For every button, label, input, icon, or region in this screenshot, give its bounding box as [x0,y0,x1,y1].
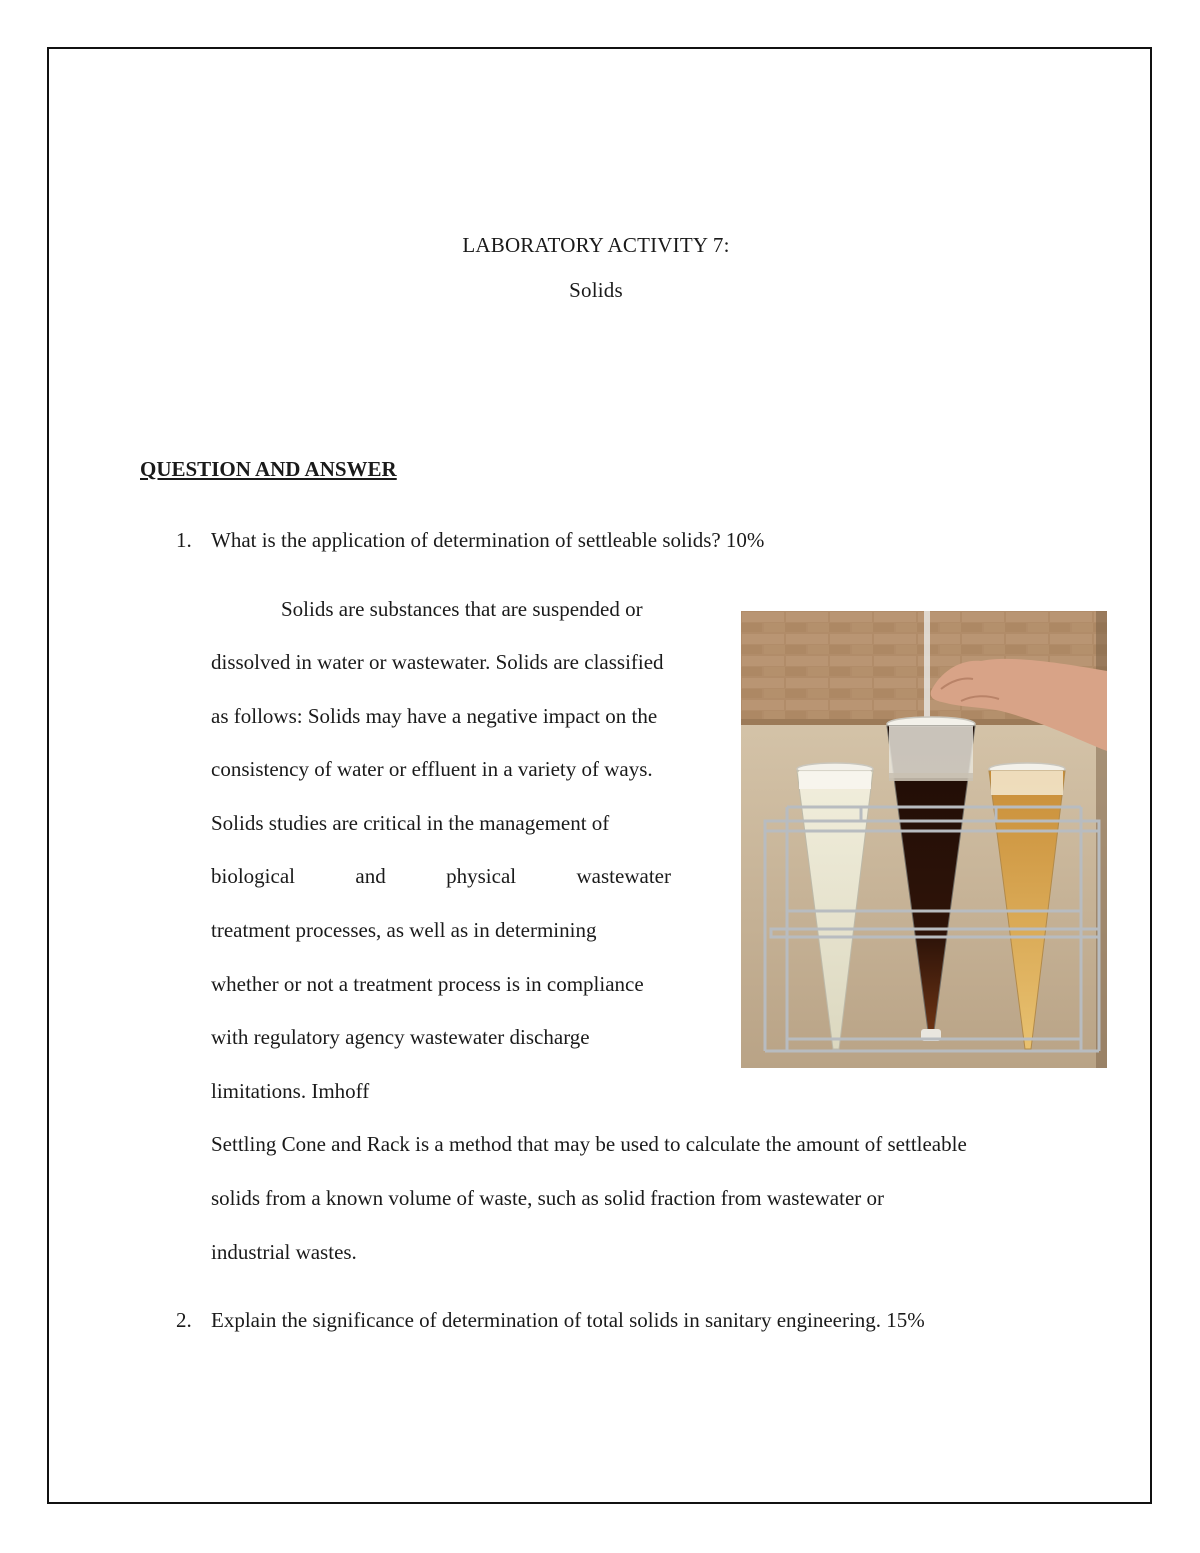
answer-line: industrial wastes. [211,1240,357,1264]
answer-line: treatment processes, as well as in determining [211,918,597,942]
answer-line: as follows: Solids may have a negative impact on the [211,704,658,728]
answer-word: wastewater [576,864,671,888]
question-number: 2. [176,1308,192,1332]
question-1 [176,528,764,553]
answer-line: with regulatory agency wastewater discharge [211,1025,590,1049]
question-text: What is the application of determination of settleable solids? 10% [211,528,765,552]
answer-line: dissolved in water or wastewater. Solids are classified [211,650,664,674]
answer-word: and [355,864,386,888]
answer-line: limitations. Imhoff [211,1079,370,1103]
answer-line: solids from a known volume of waste, such as solid fraction from wastewater or [211,1186,885,1210]
document-subtitle: Solids [569,278,623,302]
answer-word: biological [211,864,295,888]
answer-line: Solids are substances that are suspended or [281,597,643,621]
question-text: Explain the significance of determination of total solids in sanitary engineering. 15% [211,1308,925,1332]
answer-line: Settling Cone and Rack is a method that may be used to calculate the amount of settleable [211,1132,967,1156]
answer-line-justified [211,864,671,889]
section-heading: QUESTION AND ANSWER [140,457,397,481]
answer-line: Solids studies are critical in the management of [211,811,610,835]
question-number: 1. [176,528,192,552]
answer-word: physical [446,864,517,888]
imhoff-cones-photo [741,611,1107,1068]
question-2 [176,1308,925,1333]
document-title: LABORATORY ACTIVITY 7: [462,233,730,257]
answer-line: consistency of water or effluent in a variety of ways. [211,757,653,781]
answer-line: whether or not a treatment process is in compliance [211,972,644,996]
